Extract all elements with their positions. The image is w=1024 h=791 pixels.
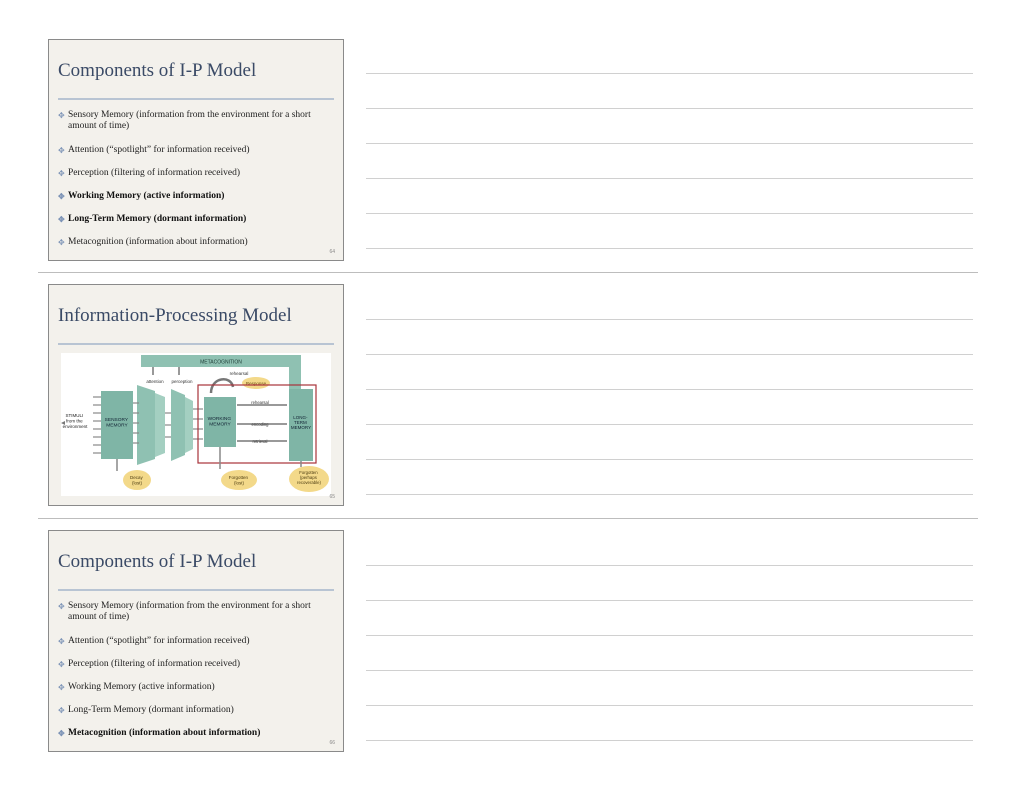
note-line	[366, 600, 973, 601]
bullet-list	[58, 110, 328, 260]
bullet-item: ✥ Sensory Memory (information from the environment for a short amount of time)	[58, 601, 311, 622]
bullet-icon: ✥	[58, 729, 65, 738]
slide-title: Information-Processing Model	[58, 305, 292, 326]
slide-2	[48, 284, 344, 506]
note-line	[366, 424, 973, 425]
ip-model-diagram	[61, 353, 331, 496]
bullet-icon: ✥	[58, 215, 65, 224]
note-line	[366, 565, 973, 566]
retrieval-label: retrieval	[252, 439, 268, 444]
bullet-icon: ✥	[58, 192, 65, 201]
slide-title: Components of I-P Model	[58, 60, 257, 81]
title-rule	[58, 589, 334, 591]
note-line	[366, 670, 973, 671]
note-line	[366, 108, 973, 109]
metacognition-label: METACOGNITION	[200, 359, 242, 366]
slide-title: Components of I-P Model	[58, 551, 257, 572]
note-line	[366, 178, 973, 179]
title-rule	[58, 343, 334, 345]
bullet-icon: ✥	[58, 706, 65, 715]
forgotten-recoverable-label: Forgotten (perhaps recoverable)	[297, 470, 321, 485]
note-line	[366, 740, 973, 741]
note-line	[366, 213, 973, 214]
bullet-item: ✥ Attention (“spotlight” for information received)	[58, 145, 250, 155]
note-line	[366, 73, 973, 74]
slide-3	[48, 530, 344, 752]
stimuli-label: STIMULI from the environment	[62, 413, 88, 429]
bullet-item: ✥ Metacognition (information about information)	[58, 237, 248, 247]
note-line	[366, 319, 973, 320]
attention-funnel	[137, 385, 155, 465]
slide-number: 64	[329, 249, 335, 255]
bullet-icon: ✥	[58, 660, 65, 669]
attention-label: attention	[146, 379, 164, 384]
rehearsal-top-label: rehearsal	[229, 371, 249, 376]
bullet-item: ✥ Long-Term Memory (dormant information)	[58, 214, 247, 224]
slide-number: 66	[329, 740, 335, 746]
note-line	[366, 459, 973, 460]
note-line	[366, 354, 973, 355]
note-line	[366, 635, 973, 636]
bullet-icon: ✥	[58, 683, 65, 692]
bullet-item: ✥ Metacognition (information about information)	[58, 728, 261, 738]
bullet-list	[58, 601, 328, 751]
working-memory-label: WORKING MEMORY	[207, 417, 232, 428]
bullet-icon: ✥	[58, 238, 65, 247]
bullet-icon: ✥	[58, 146, 65, 155]
bullet-item: ✥ Perception (filtering of information received)	[58, 659, 240, 669]
bullet-item: ✥ Long-Term Memory (dormant information)	[58, 705, 234, 715]
bullet-item: ✥ Working Memory (active information)	[58, 682, 215, 692]
perception-funnel	[171, 389, 185, 461]
bullet-icon: ✥	[58, 111, 65, 120]
long-term-memory-label: LONG- TERM MEMORY	[290, 415, 312, 430]
note-line	[366, 389, 973, 390]
bullet-icon: ✥	[58, 602, 65, 611]
bullet-item: ✥ Attention (“spotlight” for information received)	[58, 636, 250, 646]
note-line	[366, 494, 973, 495]
slide-number: 65	[329, 494, 335, 500]
response-label: Response	[245, 381, 267, 386]
bullet-icon: ✥	[58, 169, 65, 178]
row-separator	[38, 272, 978, 273]
note-line	[366, 248, 973, 249]
perception-label: perception	[171, 379, 193, 384]
bullet-icon: ✥	[58, 637, 65, 646]
title-rule	[58, 98, 334, 100]
bullet-item: ✥ Sensory Memory (information from the environment for a short amount of time)	[58, 110, 311, 131]
note-line	[366, 143, 973, 144]
encoding-label: encoding	[251, 422, 269, 427]
sensory-memory-label: SENSORY MEMORY	[104, 418, 128, 429]
rehearsal-mid-label: rehearsal	[251, 400, 269, 405]
forgotten-lost-label: Forgotten (lost)	[228, 475, 248, 486]
bullet-item: ✥ Working Memory (active information)	[58, 191, 225, 201]
row-separator	[38, 518, 978, 519]
decay-label: Decay (lost)	[129, 475, 143, 486]
note-line	[366, 705, 973, 706]
slide-1	[48, 39, 344, 261]
bullet-item: ✥ Perception (filtering of information received)	[58, 168, 240, 178]
